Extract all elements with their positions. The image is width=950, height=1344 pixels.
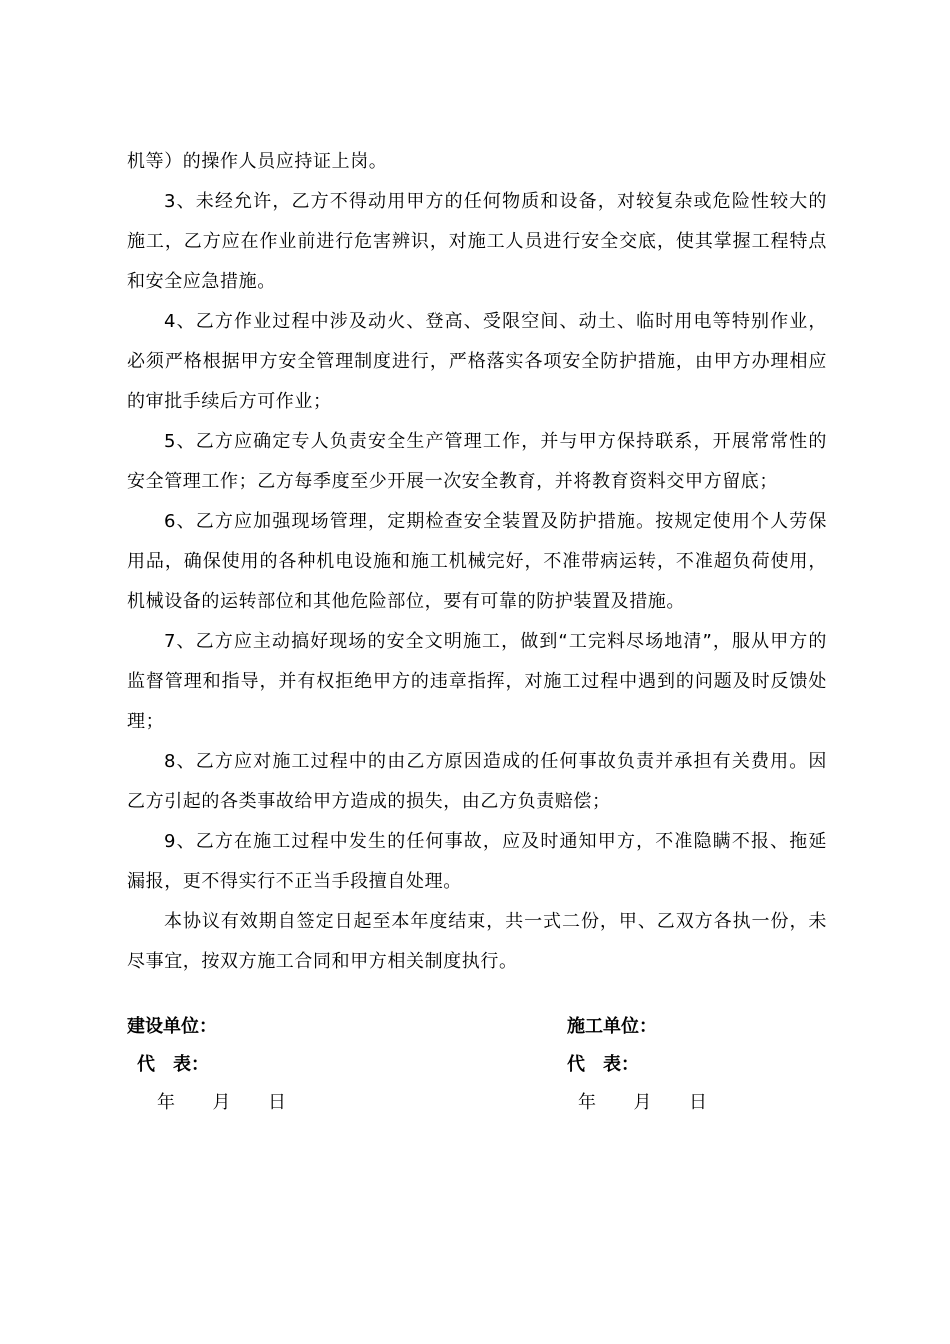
right-date-label: 年 月 日 [578,1092,708,1113]
right-unit-label: 施工单位： [567,1016,657,1037]
left-unit-label: 建设单位： [127,1016,217,1037]
paragraph-clause-7: 7、乙方应主动搞好现场的安全文明施工，做到“工完料尽场地清”，服从甲方的监督管理和指导，并有权拒绝甲方的违章指挥，对施工过程中遇到的问题及时反馈处理； [127,631,827,732]
paragraph-clause-5: 5、乙方应确定专人负责安全生产管理工作，并与甲方保持联系，开展常常性的安全管理工作；乙方每季度至少开展一次安全教育，并将教育资料交甲方留底； [127,431,827,492]
right-representative-label: 代 表： [567,1054,639,1075]
paragraph-clause-9: 9、乙方在施工过程中发生的任何事故，应及时通知甲方，不准隐瞒不报、拖延漏报，更不得实行不正当手段擅自处理。 [127,831,827,892]
agreement-body [127,142,827,982]
paragraph-validity: 本协议有效期自签定日起至本年度结束，共一式二份，甲、乙双方各执一份，未尽事宜，按双方施工合同和甲方相关制度执行。 [127,911,827,972]
paragraph-clause-8: 8、乙方应对施工过程中的由乙方原因造成的任何事故负责并承担有关费用。因乙方引起的各类事故给甲方造成的损失，由乙方负责赔偿； [127,751,827,812]
paragraph-continuation: 机等）的操作人员应持证上岗。 [127,151,388,172]
left-date-label: 年 月 日 [157,1092,287,1113]
paragraph-clause-3: 3、未经允许，乙方不得动用甲方的任何物质和设备，对较复杂或危险性较大的施工，乙方应在作业前进行危害辨识，对施工人员进行安全交底，使其掌握工程特点和安全应急措施。 [127,191,827,292]
paragraph-clause-6: 6、乙方应加强现场管理，定期检查安全装置及防护措施。按规定使用个人劳保用品，确保使用的各种机电设施和施工机械完好，不准带病运转，不准超负荷使用，机械设备的运转部位和其他危险部位，要有可靠的防护装置及措施。 [127,511,827,612]
left-representative-label: 代 表： [137,1054,209,1075]
paragraph-clause-4: 4、乙方作业过程中涉及动火、登高、受限空间、动土、临时用电等特别作业，必须严格根据甲方安全管理制度进行，严格落实各项安全防护措施，由甲方办理相应的审批手续后方可作业； [127,311,827,412]
